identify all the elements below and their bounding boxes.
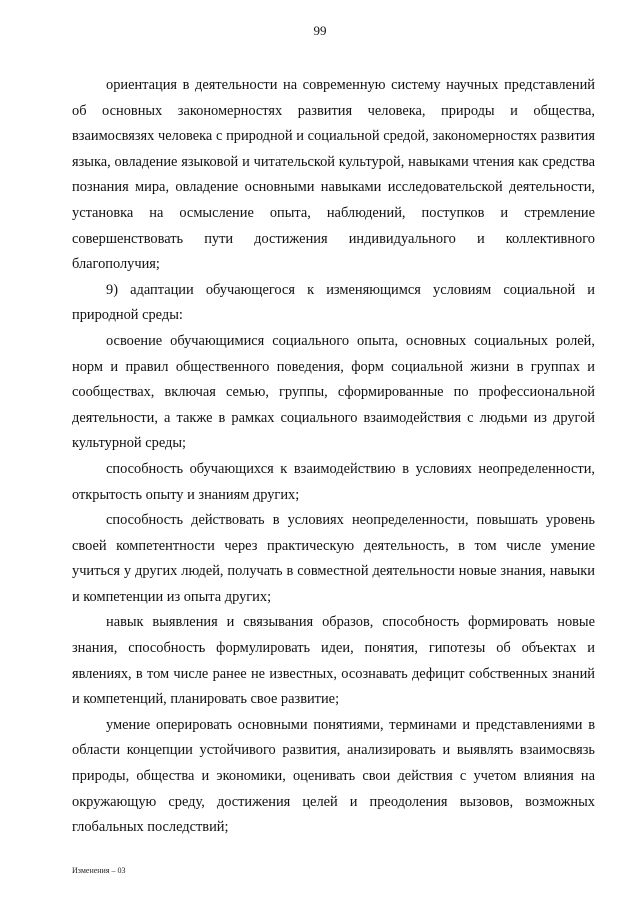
revision-footer: Изменения – 03 — [72, 866, 126, 875]
paragraph: 9) адаптации обучающегося к изменяющимся условиям социальной и природной среды: — [72, 281, 595, 324]
paragraph: способность действовать в условиях неопределенности, повышать уровень своей компетентности через практическую деятельность, в том числе умение учиться у других людей, получать в совместной деятельности новые знания, навыки и компетенции из опыта других; — [72, 512, 595, 605]
paragraph: освоение обучающимися социального опыта, основных социальных ролей, норм и правил общественного поведения, форм социальной жизни в группах и сообществах, включая семью, группы, сформированные по профессиональной деятельности, а также в рамках социального взаимодействия с людьми из другой культурной среды; — [72, 332, 595, 452]
paragraph: способность обучающихся к взаимодействию в условиях неопределенности, открытость опыту и знаниям других; — [72, 460, 595, 503]
paragraph: умение оперировать основными понятиями, терминами и представлениями в области концепции устойчивого развития, анализировать и выявлять взаимосвязь природы, общества и экономики, оценивать свои действия с учетом влияния на окружающую среду, достижения целей и преодоления вызовов, возможных глобальных последствий; — [72, 716, 595, 836]
body-text — [72, 73, 595, 841]
page-number: 99 — [313, 23, 327, 38]
paragraph: ориентация в деятельности на современную систему научных представлений об основных закономерностях развития человека, природы и общества, взаимосвязях человека с природной и социальной средой, закономерностях развития языка, овладение языковой и читательской культурой, навыками чтения как средства познания мира, овладение основными навыками исследовательской деятельности, установка на осмысление опыта, наблюдений, поступков и стремление совершенствовать пути достижения индивидуального и коллективного благополучия; — [72, 77, 595, 273]
paragraph: навык выявления и связывания образов, способность формировать новые знания, способность формулировать идеи, понятия, гипотезы об объектах и явлениях, в том числе ранее не известных, осознавать дефицит собственных знаний и компетенций, планировать свое развитие; — [72, 614, 595, 708]
